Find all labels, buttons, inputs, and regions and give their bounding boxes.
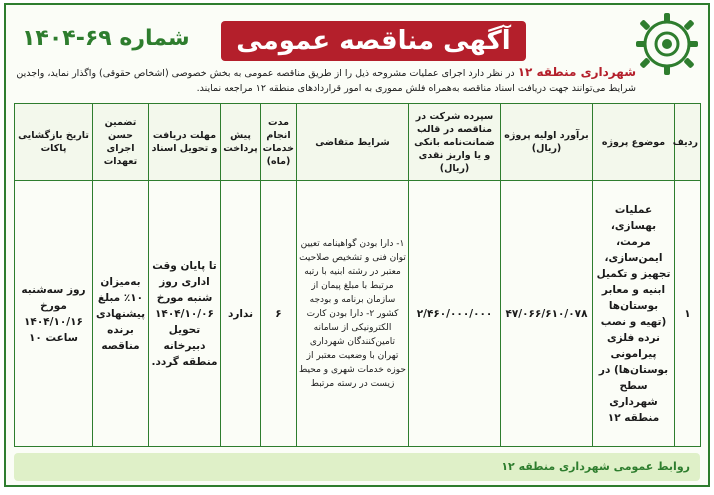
cell-prepayment: ندارد [221, 181, 261, 447]
tehran-municipality-logo-icon [634, 11, 700, 77]
header-duration: مدت انجام خدمات (ماه) [261, 104, 297, 181]
intro-paragraph [16, 65, 636, 96]
header-estimate: برآورد اولیه پروژه (ریال) [501, 104, 593, 181]
notice-header [6, 5, 708, 97]
issue-number: شماره ۶۹-۱۴۰۴ [22, 26, 190, 51]
table-header-row [15, 104, 701, 181]
notice-title: آگهی مناقصه عمومی [221, 21, 526, 61]
intro-text: در نظر دارد اجرای عملیات مشروحه ذیل را از طریق مناقصه عمومی به بخش خصوصی (اشخاص حقوقی) واگذار نماید، واجدین شرایط می‌توانند جهت دریافت اسناد مناقصه به‌همراه فلش مموری به امور قراردادهای منطقه ۱۲ مراجعه نمایند. [16, 68, 636, 94]
table-row [15, 181, 701, 447]
cell-conditions: ۱- دارا بودن گواهینامه تعیین توان فنی و تشخیص صلاحیت معتبر در رشته ابنیه با رتبه مرتبط با مبلغ پیمان از سازمان برنامه و بودجه کشور ۲- دارا بودن کارت الکترونیکی از سامانه تامین‌کنندگان شهرداری تهران با وضعیت معتبر از حوزه خدمات شهری و محیط زیست در رسته مرتبط [297, 181, 409, 447]
cell-guarantee: به‌میزان ۱۰٪ مبلغ پیشنهادی برنده مناقصه [93, 181, 149, 447]
header-guarantee: تضمین حسن اجرای تعهدات [93, 104, 149, 181]
organization-name: شهرداری منطقه ۱۲ [517, 65, 636, 79]
cell-row-number: ۱ [675, 181, 701, 447]
cell-deposit: ۲/۴۶۰/۰۰۰/۰۰۰ [409, 181, 501, 447]
header-prepayment: پیش پرداخت [221, 104, 261, 181]
cell-estimate: ۴۷/۰۶۶/۶۱۰/۰۷۸ [501, 181, 593, 447]
footer-public-relations: روابط عمومی شهرداری منطقه ۱۲ [14, 453, 700, 481]
cell-subject: عملیات بهسازی، مرمت، ایمن‌سازی، تجهیز و تکمیل ابنیه و معابر بوستان‌ها (تهیه و نصب نرده فلزی پیرامونی بوستان‌ها) در سطح شهرداری منطقه ۱۲ [593, 181, 675, 447]
header-deposit: سپرده شرکت در مناقصه در قالب ضمانت‌نامه بانکی و یا واریز نقدی (ریال) [409, 104, 501, 181]
cell-deadline: تا پایان وقت اداری روز شنبه مورخ ۱۴۰۴/۱۰/۰۶ تحویل دبیرخانه منطقه گردد. [149, 181, 221, 447]
header-deadline: مهلت دریافت و تحویل اسناد [149, 104, 221, 181]
tender-table [14, 103, 701, 447]
cell-opening: روز سه‌شنبه مورخ ۱۴۰۴/۱۰/۱۶ ساعت ۱۰ [15, 181, 93, 447]
cell-duration: ۶ [261, 181, 297, 447]
tender-notice [4, 3, 710, 487]
header-row-number: ردیف [675, 104, 701, 181]
header-conditions: شرایط متقاضی [297, 104, 409, 181]
header-subject: موضوع پروژه [593, 104, 675, 181]
tender-table-container [14, 103, 700, 447]
header-opening: تاریخ بازگشایی پاکات [15, 104, 93, 181]
